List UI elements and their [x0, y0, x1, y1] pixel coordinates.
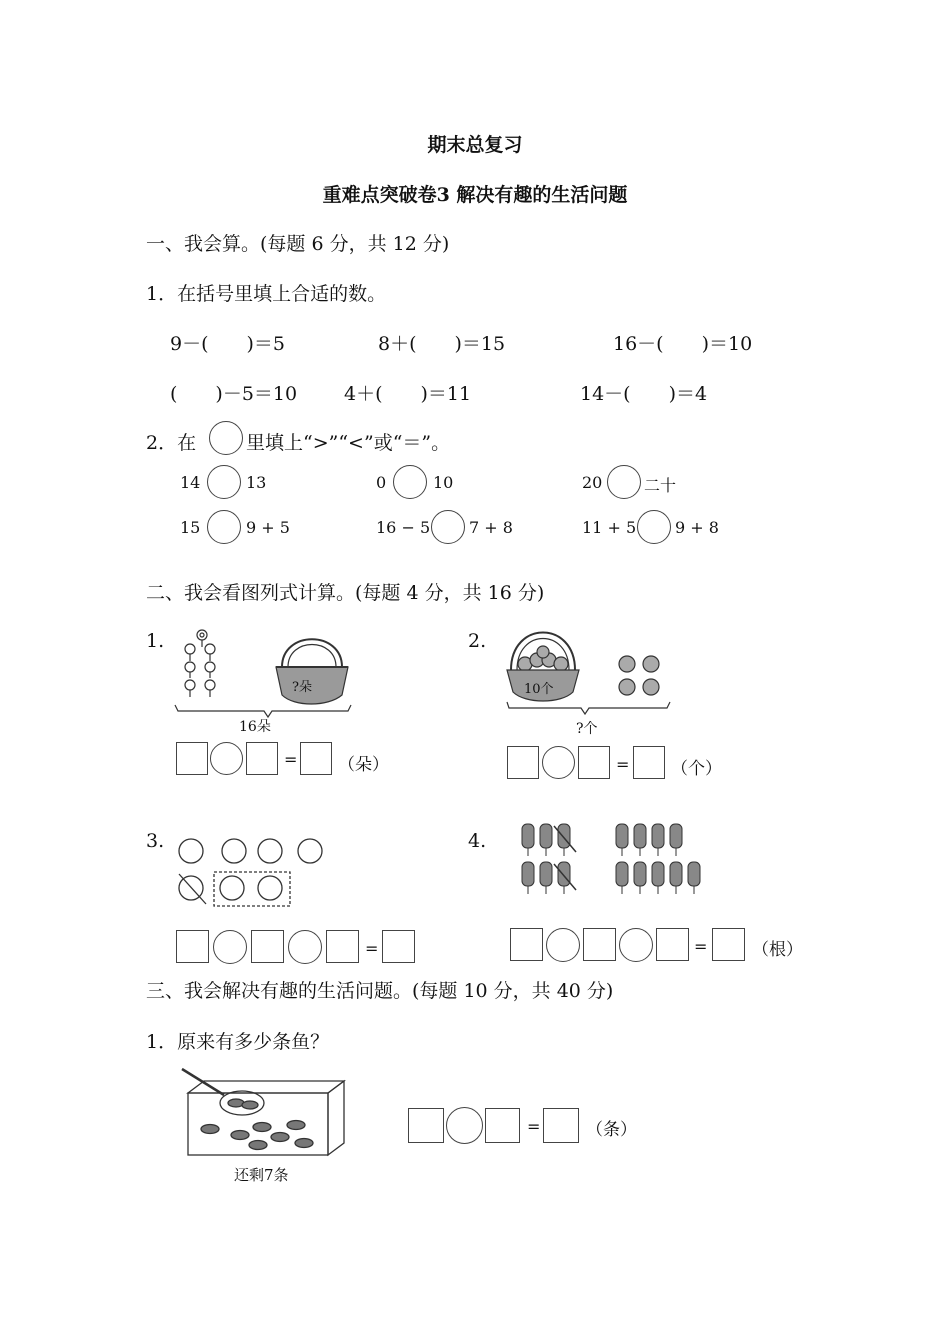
fill-blank-3[interactable]: 16－( )＝10 — [613, 333, 753, 355]
question-1-2-label-pre: 2．在 — [146, 432, 197, 454]
basket-label: 10个 — [524, 682, 554, 697]
question-3-1-label: 1．原来有多少条鱼？ — [146, 1031, 330, 1053]
compare-left: 0 — [376, 473, 387, 492]
operator-circle[interactable] — [210, 742, 243, 775]
answer-box[interactable] — [300, 742, 332, 775]
popsicle-icon — [652, 824, 664, 856]
answer-box[interactable] — [251, 930, 284, 963]
compare-left: 11 + 5 — [582, 518, 637, 537]
answer-box[interactable] — [382, 930, 415, 963]
compare-left: 20 — [582, 473, 603, 492]
operator-circle[interactable] — [546, 928, 580, 962]
compare-circle-example — [209, 421, 243, 455]
flower-icon — [205, 662, 215, 678]
flower-icon — [197, 630, 207, 647]
operator-circle[interactable] — [619, 928, 653, 962]
equals-sign: = — [365, 939, 379, 958]
answer-box[interactable] — [712, 928, 745, 961]
problem-number: 1. — [146, 630, 165, 652]
section-2-heading: 二、我会看图列式计算。(每题 4 分，共 16 分) — [146, 582, 545, 604]
answer-box[interactable] — [326, 930, 359, 963]
equals-sign: = — [694, 937, 708, 956]
compare-circle[interactable] — [607, 465, 641, 499]
popsicle-icon — [558, 824, 570, 856]
compare-circle[interactable] — [393, 465, 427, 499]
answer-box[interactable] — [583, 928, 616, 961]
question-1-1-label: 1．在括号里填上合适的数。 — [146, 283, 387, 305]
compare-right: 7 + 8 — [469, 518, 513, 537]
compare-left: 16 − 5 — [376, 518, 431, 537]
equals-sign: = — [284, 750, 298, 769]
flower-icon — [185, 662, 195, 678]
compare-right: 9 + 5 — [246, 518, 290, 537]
answer-box[interactable] — [176, 742, 208, 775]
answer-box[interactable] — [176, 930, 209, 963]
question-1-2-label-post: 里填上“>”“<”或“＝”。 — [246, 432, 451, 454]
popsicle-icon — [558, 862, 570, 894]
equals-sign: = — [616, 755, 630, 774]
compare-circle[interactable] — [207, 465, 241, 499]
equals-sign: = — [527, 1117, 541, 1136]
popsicle-icon — [688, 862, 700, 894]
compare-circle[interactable] — [207, 510, 241, 544]
fish-icon — [201, 1099, 313, 1150]
section-1-heading: 一、我会算。(每题 6 分，共 12 分) — [146, 233, 450, 255]
compare-circle[interactable] — [431, 510, 465, 544]
popsicle-icon — [634, 862, 646, 894]
fill-blank-2[interactable]: 8＋( )＝15 — [378, 333, 506, 355]
unit-label: （个） — [671, 759, 722, 779]
apple-icon — [619, 656, 659, 695]
compare-left: 15 — [180, 518, 201, 537]
fill-blank-5[interactable]: 4＋( )＝11 — [344, 383, 472, 405]
problem-number: 4. — [468, 830, 487, 852]
popsicle-icon — [670, 862, 682, 894]
answer-box[interactable] — [408, 1108, 444, 1143]
compare-circle[interactable] — [637, 510, 671, 544]
answer-box[interactable] — [543, 1108, 579, 1143]
compare-right: 二十 — [644, 476, 677, 495]
basket-label: ?朵 — [292, 680, 312, 695]
compare-left: 14 — [180, 473, 201, 492]
operator-circle[interactable] — [446, 1107, 483, 1144]
answer-box[interactable] — [510, 928, 543, 961]
answer-box[interactable] — [246, 742, 278, 775]
popsicle-icon — [634, 824, 646, 856]
fill-blank-1[interactable]: 9－( )＝5 — [170, 333, 286, 355]
popsicle-icon — [522, 824, 534, 856]
popsicle-icon — [616, 824, 628, 856]
compare-right: 9 + 8 — [675, 518, 719, 537]
circles-illustration — [176, 836, 296, 906]
popsicle-icon — [652, 862, 664, 894]
popsicle-icon — [522, 862, 534, 894]
operator-circle[interactable] — [542, 746, 575, 779]
fish-tank-illustration — [180, 1065, 350, 1165]
fill-blank-6[interactable]: 14－( )＝4 — [580, 383, 708, 405]
answer-box[interactable] — [485, 1108, 520, 1143]
popsicle-icon — [616, 862, 628, 894]
apple-icon — [518, 646, 568, 671]
apples-basket-illustration — [505, 620, 675, 720]
unit-label: （条） — [586, 1120, 637, 1140]
brace-label: ?个 — [576, 721, 598, 737]
page-subtitle: 重难点突破卷3 解决有趣的生活问题 — [322, 184, 628, 206]
section-3-heading: 三、我会解决有趣的生活问题。(每题 10 分，共 40 分) — [146, 980, 614, 1002]
popsicles-illustration — [520, 820, 700, 900]
answer-box[interactable] — [507, 746, 539, 779]
brace-label: 16朵 — [239, 719, 271, 735]
answer-box[interactable] — [578, 746, 610, 779]
flower-icon — [205, 644, 215, 661]
flower-icon — [205, 680, 215, 697]
compare-right: 10 — [433, 473, 454, 492]
problem-number: 3. — [146, 830, 165, 852]
page-title: 期末总复习 — [427, 134, 523, 156]
operator-circle[interactable] — [288, 930, 322, 964]
flower-icon — [185, 644, 195, 661]
problem-number: 2. — [468, 630, 487, 652]
answer-box[interactable] — [656, 928, 689, 961]
unit-label: （根） — [752, 940, 803, 960]
operator-circle[interactable] — [213, 930, 247, 964]
fish-caption: 还剩7条 — [234, 1166, 289, 1184]
fill-blank-4[interactable]: ( )－5＝10 — [170, 383, 298, 405]
flower-icon — [185, 680, 195, 697]
popsicle-icon — [540, 824, 552, 856]
answer-box[interactable] — [633, 746, 665, 779]
compare-right: 13 — [246, 473, 267, 492]
popsicle-icon — [670, 824, 682, 856]
unit-label: （朵） — [338, 755, 389, 775]
popsicle-icon — [540, 862, 552, 894]
